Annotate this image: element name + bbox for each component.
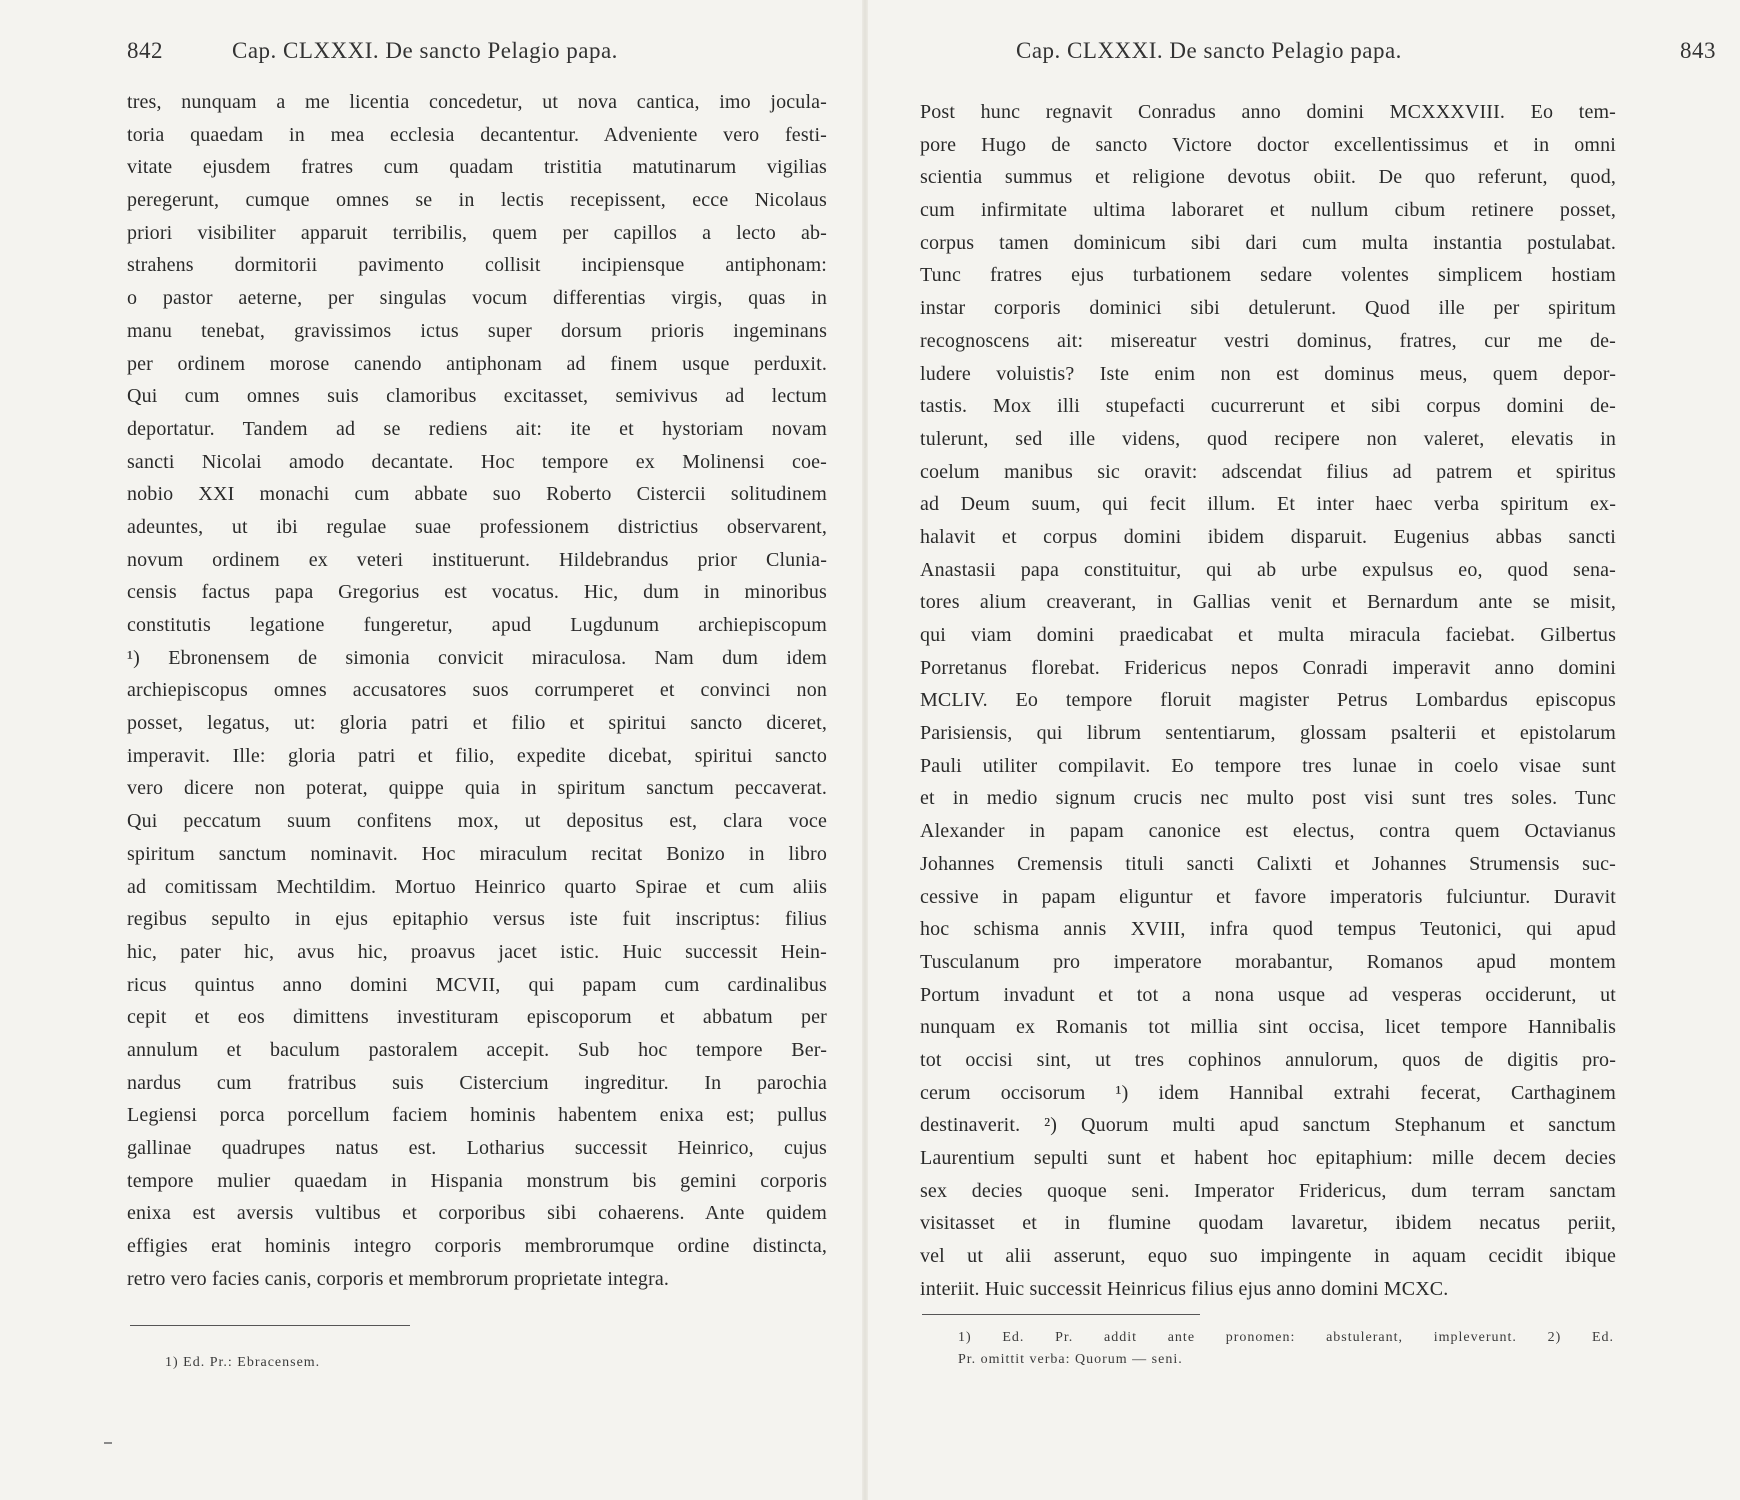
- right-text-line: Porretanus florebat. Fridericus nepos Conradi imperavit anno domini: [920, 656, 1616, 679]
- left-text-line: vero dicere non poterat, quippe quia in spiritum sanctum peccaverat.: [127, 777, 827, 800]
- left-text-line: hic, pater hic, avus hic, proavus jacet istic. Huic successit Hein-: [127, 940, 827, 963]
- right-text-line: qui viam domini praedicabat et multa miracula faciebat. Gilbertus: [920, 624, 1616, 646]
- left-text-line: archiepiscopus omnes accusatores suos corrumperet et convinci non: [127, 679, 827, 702]
- left-page: [0, 0, 862, 1500]
- left-text-line: tres, nunquam a me licentia concedetur, ut nova cantica, imo jocula-: [127, 91, 827, 113]
- left-text-line: o pastor aeterne, per singulas vocum differentias virgis, quas in: [127, 287, 827, 310]
- right-page: [868, 0, 1740, 1500]
- left-text-line: peregerunt, cumque omnes se in lectis recepissent, ecce Nicolaus: [127, 189, 827, 212]
- right-text-line: Tunc fratres ejus turbationem sedare volentes simplicem hostiam: [920, 264, 1616, 287]
- left-text-line: novum ordinem ex veteri instituerunt. Hildebrandus prior Clunia-: [127, 548, 827, 571]
- right-text-line: destinaverit. ²) Quorum multi apud sanctum Stephanum et sanctum: [920, 1114, 1616, 1137]
- left-text-line: vitate ejusdem fratres cum quadam tristitia matutinarum vigilias: [127, 156, 827, 179]
- right-text-line: halavit et corpus domini ibidem disparuit. Eugenius abbas sancti: [920, 525, 1616, 548]
- left-text-line: nardus cum fratribus suis Cistercium ingreditur. In parochia: [127, 1071, 827, 1094]
- left-text-line: posset, legatus, ut: gloria patri et filio et spiritui sancto diceret,: [127, 712, 827, 735]
- right-text-line: pore Hugo de sancto Victore doctor excellentissimus et in omni: [920, 133, 1616, 156]
- right-text-line: tores alium creaverant, in Gallias venit et Bernardum ante se misit,: [920, 591, 1616, 614]
- right-text-line: interiit. Huic successit Heinricus filius ejus anno domini MCXC.: [920, 1277, 1449, 1300]
- right-text-line: instar corporis dominici sibi detulerunt. Quod ille per spiritum: [920, 297, 1616, 320]
- left-text-line: Qui cum omnes suis clamoribus excitasset, semivivus ad lectum: [127, 385, 827, 408]
- left-text-line: ¹) Ebronensem de simonia convicit miraculosa. Nam dum idem: [127, 646, 827, 669]
- left-text-line: regibus sepulto in ejus epitaphio versus iste fuit inscriptus: filius: [127, 908, 827, 931]
- right-body-text: [920, 96, 1616, 1305]
- left-text-line: annulum et baculum pastoralem accepit. Sub hoc tempore Ber-: [127, 1038, 827, 1061]
- left-text-line: nobio XXI monachi cum abbate suo Roberto Cistercii solitudinem: [127, 483, 827, 506]
- left-footnote-rule: [130, 1325, 410, 1326]
- left-text-line: adeuntes, ut ibi regulae suae professionem districtius observarent,: [127, 515, 827, 538]
- left-text-line: ad comitissam Mechtildim. Mortuo Heinrico quarto Spirae et cum aliis: [127, 875, 827, 898]
- right-text-line: tastis. Mox illi stupefacti cucurrerunt et sibi corpus domini de-: [920, 395, 1616, 418]
- left-footnote-1: 1) Ed. Pr.: Ebracensem.: [165, 1355, 321, 1370]
- right-text-line: Parisiensis, qui librum sententiarum, glossam psalterii et epistolarum: [920, 722, 1616, 745]
- right-text-line: cessive in papam eliguntur et favore imperatoris fulciuntur. Duravit: [920, 885, 1616, 908]
- right-text-line: Tusculanum pro imperatore morabantur, Romanos apud montem: [920, 950, 1616, 973]
- right-text-line: sex decies quoque seni. Imperator Fridericus, dum terram sanctam: [920, 1179, 1616, 1202]
- right-text-line: cum infirmitate ultima laboraret et nullum cibum retinere posset,: [920, 199, 1616, 222]
- right-text-line: tot occisi sint, ut tres cophinos annulorum, quos de digitis pro-: [920, 1048, 1616, 1071]
- right-footnote-rule: [922, 1314, 1200, 1315]
- right-text-line: ludere voluistis? Iste enim non est dominus meus, quem depor-: [920, 362, 1616, 385]
- left-footnotes: [165, 1352, 765, 1374]
- left-text-line: strahens dormitorii pavimento collisit incipiensque antiphonam:: [127, 254, 827, 277]
- left-page-number: 842: [127, 38, 163, 63]
- right-text-line: hoc schisma annis XVIII, infra quod tempus Teutonici, qui apud: [920, 918, 1616, 941]
- right-chapter-title: Cap. CLXXXI. De sancto Pelagio papa.: [1016, 38, 1402, 63]
- left-body-text: [127, 86, 827, 1295]
- left-text-line: priori visibiliter apparuit terribilis, quem per capillos a lecto ab-: [127, 221, 827, 244]
- left-text-line: cepit et eos dimittens investituram episcoporum et abbatum per: [127, 1006, 827, 1029]
- right-text-line: Johannes Cremensis tituli sancti Calixti et Johannes Strumensis suc-: [920, 852, 1616, 875]
- right-text-line: Post hunc regnavit Conradus anno domini MCXXXVIII. Eo tem-: [920, 101, 1616, 123]
- left-text-line: censis factus papa Gregorius est vocatus. Hic, dum in minoribus: [127, 581, 827, 604]
- left-text-line: tempore mulier quaedam in Hispania monstrum bis gemini corporis: [127, 1169, 827, 1192]
- right-text-line: ad Deum suum, qui fecit illum. Et inter haec verba spiritum ex-: [920, 493, 1616, 516]
- left-text-line: constitutis legatione fungeretur, apud Lugdunum archiepiscopum: [127, 614, 827, 636]
- left-text-line: ricus quintus anno domini MCVII, qui papam cum cardinalibus: [127, 973, 827, 996]
- right-text-line: visitasset et in flumine quodam lavaretur, ibidem necatus periit,: [920, 1212, 1616, 1235]
- right-text-line: nunquam ex Romanis tot millia sint occisa, licet tempore Hannibalis: [920, 1016, 1616, 1039]
- left-text-line: effigies erat hominis integro corporis membrorumque ordine distincta,: [127, 1235, 827, 1258]
- right-text-line: MCLIV. Eo tempore floruit magister Petrus Lombardus episcopus: [920, 689, 1616, 712]
- left-text-line: per ordinem morose canendo antiphonam ad finem usque perduxit.: [127, 352, 827, 375]
- right-text-line: coelum manibus sic oravit: adscendat filius ad patrem et spiritus: [920, 460, 1616, 483]
- right-footnotes: [958, 1327, 1614, 1371]
- right-text-line: Portum invadunt et tot a nona usque ad vesperas occiderunt, ut: [920, 983, 1616, 1006]
- left-text-line: sancti Nicolai amodo decantate. Hoc tempore ex Molinensi coe-: [127, 450, 827, 473]
- right-text-line: scientia summus et religione devotus obiit. De quo referunt, quod,: [920, 166, 1616, 189]
- left-text-line: manu tenebat, gravissimos ictus super dorsum prioris ingeminans: [127, 319, 827, 342]
- right-footnote-1: 1) Ed. Pr. addit ante pronomen: abstulerant, impleverunt. 2) Ed.: [958, 1330, 1614, 1345]
- left-text-line: Legiensi porca porcellum faciem hominis habentem enixa est; pullus: [127, 1104, 827, 1127]
- right-text-line: tulerunt, sed ille videns, quod recipere non valeret, elevatis in: [920, 427, 1616, 450]
- left-text-line: Qui peccatum suum confitens mox, ut depositus est, clara voce: [127, 810, 827, 833]
- left-text-line: deportatur. Tandem ad se rediens ait: ite et hystoriam novam: [127, 417, 827, 440]
- right-text-line: corpus tamen dominicum sibi dari cum multa instantia postulabat.: [920, 231, 1616, 254]
- right-text-line: Laurentium sepulti sunt et habent hoc epitaphium: mille decem decies: [920, 1147, 1616, 1169]
- right-text-line: Alexander in papam canonice est electus, contra quem Octavianus: [920, 820, 1616, 843]
- left-chapter-title: Cap. CLXXXI. De sancto Pelagio papa.: [232, 38, 618, 63]
- right-footnote-2: Pr. omittit verba: Quorum — seni.: [958, 1352, 1183, 1367]
- left-text-line: gallinae quadrupes natus est. Lotharius successit Heinrico, cujus: [127, 1137, 827, 1159]
- margin-mark: [104, 1442, 112, 1444]
- right-text-line: et in medio signum crucis nec multo post visi sunt tres soles. Tunc: [920, 787, 1616, 810]
- left-text-line: retro vero facies canis, corporis et membrorum proprietate integra.: [127, 1267, 670, 1290]
- left-text-line: spiritum sanctum nominavit. Hoc miraculum recitat Bonizo in libro: [127, 842, 827, 865]
- left-text-line: imperavit. Ille: gloria patri et filio, expedite dicebat, spiritui sancto: [127, 744, 827, 767]
- right-page-number: 843: [1680, 38, 1716, 63]
- right-text-line: recognoscens ait: misereatur vestri dominus, fratres, cur me de-: [920, 329, 1616, 352]
- right-text-line: Pauli utiliter compilavit. Eo tempore tres lunae in coelo visae sunt: [920, 754, 1616, 777]
- right-text-line: Anastasii papa constituitur, qui ab urbe expulsus eo, quod sena-: [920, 558, 1616, 581]
- right-text-line: vel ut alii asserunt, equo suo impingente in aquam cecidit ibique: [920, 1245, 1616, 1268]
- right-text-line: cerum occisorum ¹) idem Hannibal extrahi fecerat, Carthaginem: [920, 1081, 1616, 1104]
- left-text-line: toria quaedam in mea ecclesia decantentur. Adveniente vero festi-: [127, 123, 827, 146]
- left-text-line: enixa est aversis vultibus et corporibus sibi cohaerens. Ante quidem: [127, 1202, 827, 1225]
